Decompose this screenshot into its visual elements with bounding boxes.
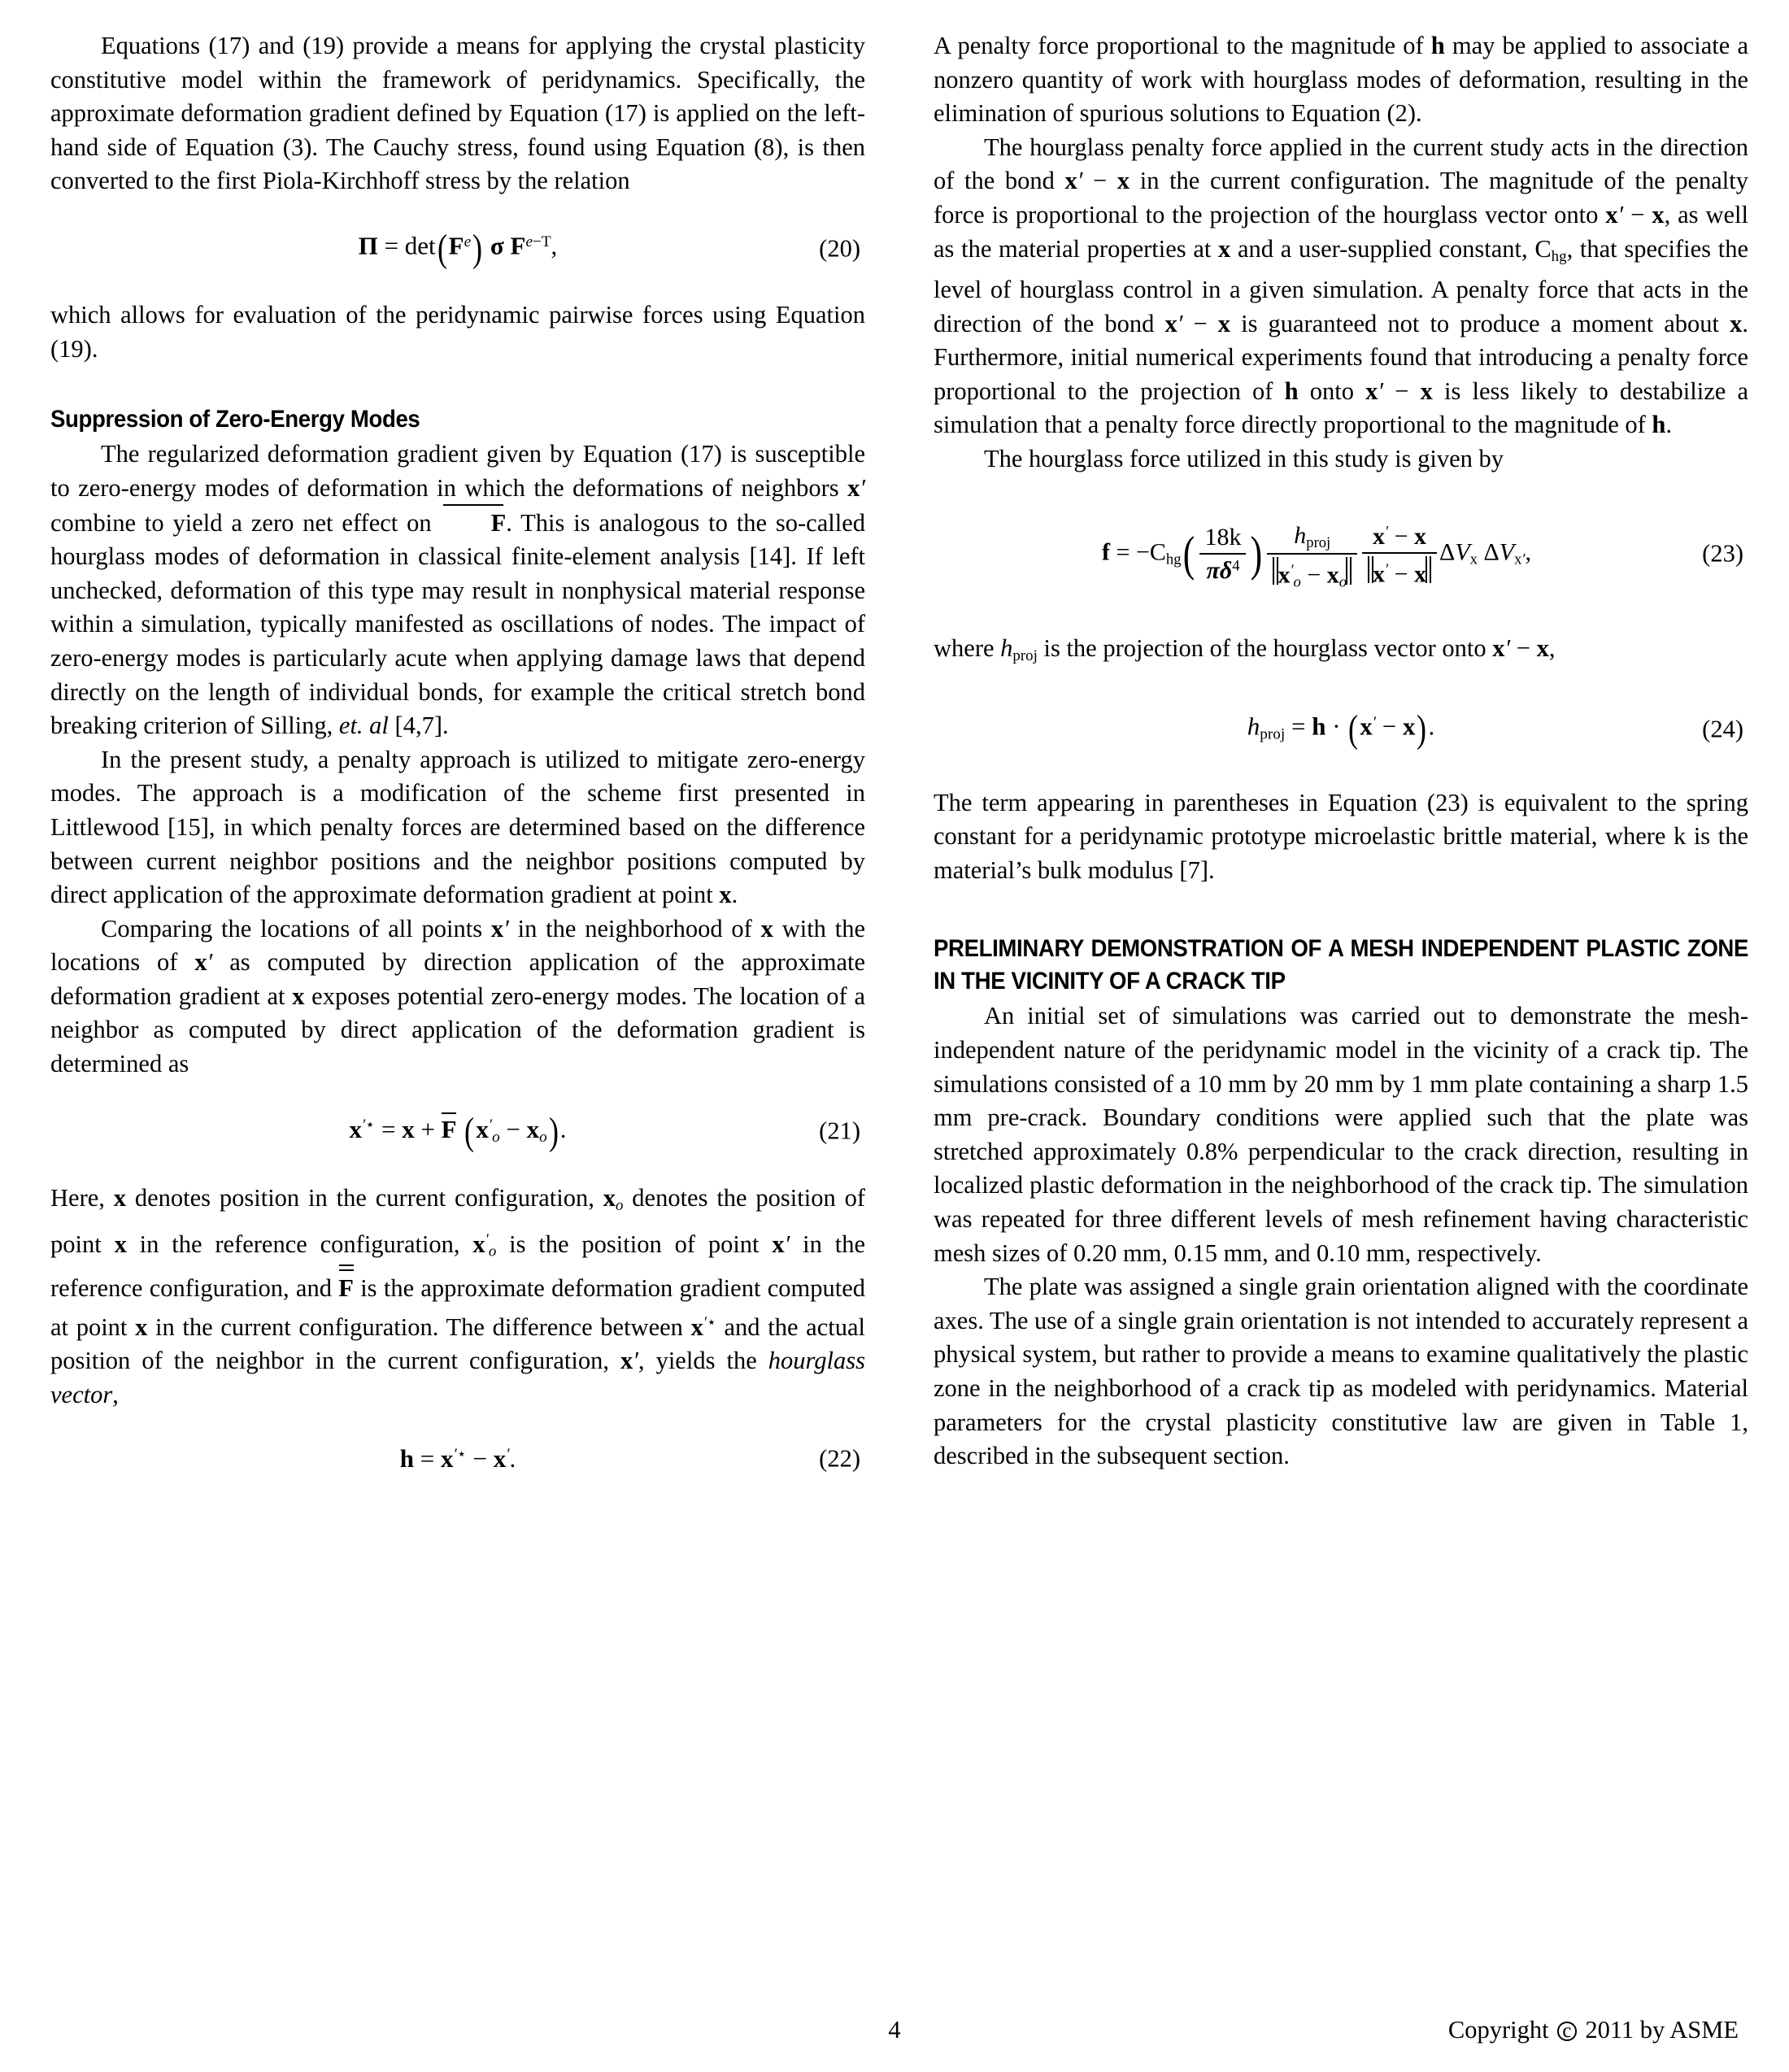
- paragraph: where $h_{proj}$ is the projection of the hourglass vector onto x′ − x,: [934, 633, 1556, 664]
- section-heading-suppression: Suppression of Zero-Energy Modes: [50, 406, 420, 433]
- paragraph: An initial set of simulations was carried out to demonstrate the mesh-independent nature of the peridynamic model in the vicinity of a crack tip. The simulations consisted of a 10 mm by 20 mm by 1 mm plate containing a sharp 1.5 mm pre-crack. Boundary conditions were applied such that the plate was stretched approximately 0.8% perpendicular to the crack direction, resulting in localized plastic deformation in the neighborhood of the crack tip. The simulation was repeated for three different levels of mesh refinement having characteristic mesh sizes of 0.20 mm, 0.15 mm, and 0.10 mm, respectively.: [934, 1002, 1748, 1267]
- equation-22: [50, 1444, 865, 1473]
- equation-21: [50, 1109, 865, 1153]
- equation-21-number: (21): [819, 1117, 860, 1145]
- paragraph: The hourglass force utilized in this study is given by: [984, 445, 1504, 473]
- equation-24: [934, 707, 1748, 751]
- equation-23-number: (23): [1702, 539, 1743, 568]
- paragraph: which allows for evaluation of the peridynamic pairwise forces using Equation (19).: [50, 301, 865, 363]
- equation-20-body: $\Pi = \det(F^e)$ σ $F^{e-T}$,: [358, 226, 558, 270]
- copyright-symbol-icon: c: [1557, 2022, 1577, 2041]
- copyright-suffix: 2011 by ASME: [1585, 2016, 1739, 2044]
- equation-20-number: (20): [819, 234, 860, 263]
- paragraph: Equations (17) and (19) provide a means for applying the crystal plasticity constitutive model within the framework of peridynamics. Specifically, the approximate deformation gradient defined by Equation (17) is applied on the left-hand side of Equation (3). The Cauchy stress, found using Equation (8), is then converted to the first Piola-Kirchhoff stress by the relation: [50, 32, 865, 195]
- paragraph: In the present study, a penalty approach is utilized to mitigate zero-energy modes. The approach is a modification of the scheme first presented in Littlewood [15], in which penalty forces are determined based on the difference between current neighbor positions and the neighbor positions computed by direct application of the approximate deformation gradient at point x.: [50, 745, 865, 909]
- equation-21-body: x′⋆ = x + F $(x'_o - x_o)$.: [349, 1109, 567, 1153]
- paragraph: A penalty force proportional to the magnitude of h may be applied to associate a nonzero quantity of work with hourglass modes of deformation, resulting in the elimination of spurious solutions to Equation (2).: [934, 32, 1748, 128]
- section-heading-preliminary: PRELIMINARY DEMONSTRATION OF A MESH INDEPENDENT PLASTIC ZONE IN THE VICINITY OF A CRACK TIP: [934, 935, 1749, 995]
- equation-22-body: h = x′⋆ − x′.: [399, 1444, 516, 1473]
- paragraph: The hourglass penalty force applied in the current study acts in the direction of the bond x′ − x in the current configuration. The magnitude of the penalty force is proportional to the projection of the hourglass vector onto x′ − x, as well as the material properties at x and a user-supplied constant, $C_{hg}$, that specifies the level of hourglass control in a given simulation. A penalty force that acts in the direction of the bond x′ − x is guaranteed not to produce a moment about x. Furthermore, initial numerical experiments found that introducing a penalty force proportional to the projection of h onto x′ − x is less likely to destabilize a simulation that a penalty force directly proportional to the magnitude of h.: [934, 133, 1749, 439]
- equation-23-body: $f = -C_{hg}$( $\frac{18k}{\pi\delta^4}$ ) $\frac{h_{proj}}{x'_o - x_o}$ $\frac{x' - x}{x' - x}$ $\Delta V_x$ $\Delta V_{x'}$,: [1102, 521, 1531, 591]
- paragraph: Comparing the locations of all points x′ in the neighborhood of x with the locations of x′ as computed by direction application of the approximate deformation gradient at x exposes potential zero-energy modes. The location of a neighbor as computed by direct application of the deformation gradient is determined as: [50, 914, 866, 1078]
- paragraph: The plate was assigned a single grain orientation aligned with the coordinate axes. The use of a single grain orientation is not intended to accurately represent a physical system, but rather to provide a means to examine qualitatively the plastic zone in the neighborhood of a crack tip as modeled with peridynamics. Material parameters for the crystal plasticity constitutive law are given in Table 1, described in the subsequent section.: [934, 1273, 1748, 1470]
- page-footer: [50, 2009, 1739, 2044]
- left-column: [50, 29, 865, 1948]
- copyright-prefix: Copyright: [1447, 2016, 1549, 2044]
- equation-24-number: (24): [1702, 715, 1743, 743]
- paragraph: The term appearing in parentheses in Equation (23) is equivalent to the spring constant for a peridynamic prototype microelastic brittle material, where k is the material’s bulk modulus [7].: [934, 788, 1748, 884]
- equation-20: [50, 226, 865, 270]
- equation-22-number: (22): [819, 1444, 860, 1473]
- right-column: [934, 29, 1748, 1948]
- equation-24-body: $h_{proj} = h \cdot (x' - x)$.: [1247, 707, 1435, 751]
- page-number: 4: [888, 2016, 901, 2044]
- equation-23: [934, 521, 1748, 591]
- paragraph: Here, x denotes position in the current configuration, $x_o$ denotes the position of point x in the reference configuration, $x'_o$ is the position of point x′ in the reference configuration, and F is the approximate deformation gradient computed at point x in the current configuration. The difference between x′⋆ and the actual position of the neighbor in the current configuration, x′, yields the hourglass vector,: [50, 1184, 866, 1408]
- copyright-notice: [1448, 2016, 1739, 2044]
- two-column-body: [50, 29, 1749, 1948]
- paragraph: The regularized deformation gradient given by Equation (17) is susceptible to zero-energy modes of deformation in which the deformations of neighbors x′ combine to yield a zero net effect on F. This is analogous to the so-called hourglass modes of deformation in classical finite-element analysis [14]. If left unchecked, deformation of this type may result in nonphysical material response within a simulation, typically manifested as oscillations of nodes. The impact of zero-energy modes is particularly acute when applying damage laws that depend directly on the length of individual bonds, for example the critical stretch bond breaking criterion of Silling, et. al [4,7].: [50, 440, 865, 740]
